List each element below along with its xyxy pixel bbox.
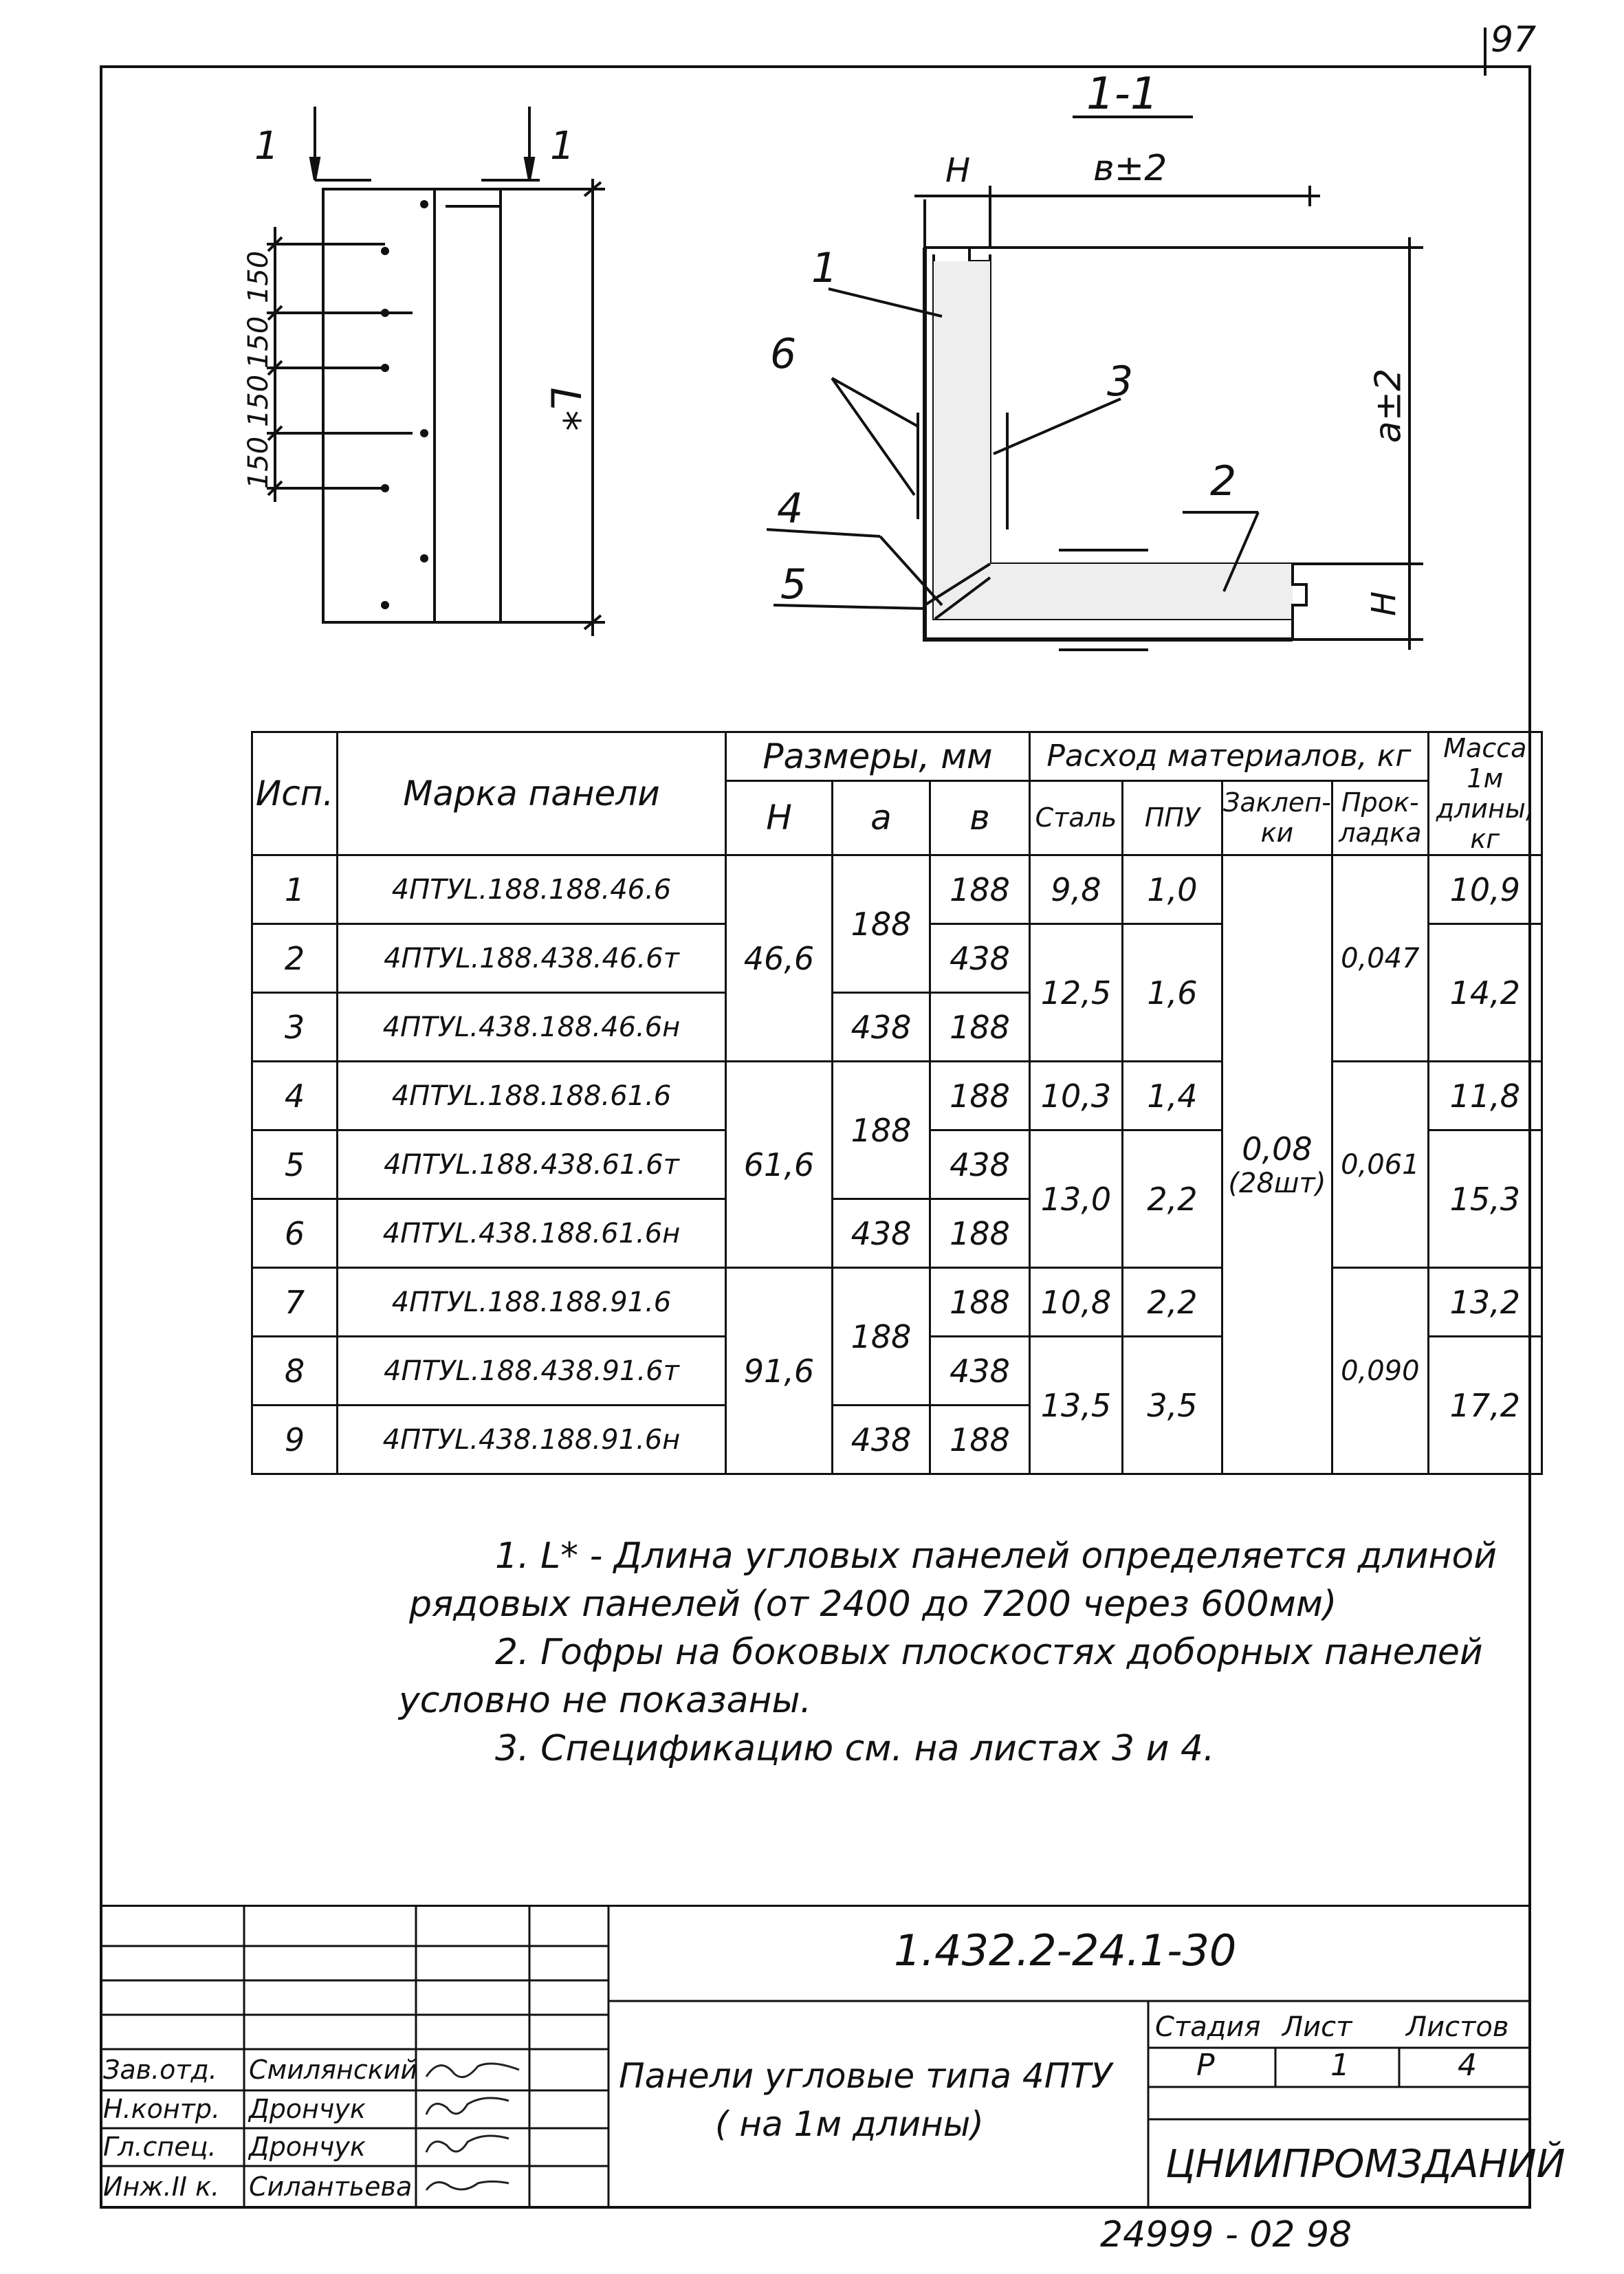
group-a-bottom: 438 xyxy=(833,993,930,1062)
group-h: 61,6 xyxy=(726,1062,833,1268)
group-h: 46,6 xyxy=(726,855,833,1062)
signature-3 xyxy=(426,2182,509,2191)
row-mark: 4ПТУL.438.188.61.6н xyxy=(338,1199,726,1268)
footer-stamp: 24999 - 02 98 xyxy=(1100,2214,1352,2255)
name-0: Смилянский xyxy=(249,2055,418,2085)
group-a-bottom: 438 xyxy=(833,1406,930,1474)
name-3: Силантьева xyxy=(249,2172,413,2202)
group-ppu-2: 2,2 xyxy=(1123,1130,1222,1268)
note-line-5: 3. Спецификацию см. на листах 3 и 4. xyxy=(495,1728,1215,1769)
org-name: ЦНИИПРОМЗДАНИЙ xyxy=(1165,2142,1566,2187)
group-gasket: 0,090 xyxy=(1332,1268,1428,1474)
note-line-4: условно не показаны. xyxy=(399,1680,812,1721)
signature-1 xyxy=(426,2098,509,2114)
group-gasket: 0,047 xyxy=(1332,855,1428,1062)
signature-2 xyxy=(426,2136,509,2152)
row-b: 188 xyxy=(930,855,1030,924)
group-mass-2: 15,3 xyxy=(1428,1130,1541,1268)
note-line-2: рядовых панелей (от 2400 до 7200 через 600мм) xyxy=(409,1584,1337,1625)
group-a-top: 188 xyxy=(833,1062,930,1199)
plan-spacing-3: 150 xyxy=(243,374,275,428)
stage-value: Р xyxy=(1196,2048,1215,2083)
group-ppu-2: 3,5 xyxy=(1123,1337,1222,1474)
group-steel-2: 13,0 xyxy=(1030,1130,1123,1268)
th-sizes: Размеры, мм xyxy=(726,732,1030,781)
row-mark: 4ПТУL.188.438.46.6т xyxy=(338,924,726,993)
row-mark: 4ПТУL.438.188.91.6н xyxy=(338,1406,726,1474)
th-gasket: Прок-ладка xyxy=(1332,780,1428,855)
row-b: 188 xyxy=(930,1199,1030,1268)
row-b: 438 xyxy=(930,1130,1030,1199)
row-number: 2 xyxy=(252,924,338,993)
group-a-bottom: 438 xyxy=(833,1199,930,1268)
plan-cut-label-right: 1 xyxy=(550,124,575,168)
row-b: 188 xyxy=(930,1268,1030,1337)
group-ppu-1: 1,4 xyxy=(1123,1062,1222,1130)
group-ppu-2: 1,6 xyxy=(1123,924,1222,1062)
note-line-3: 2. Гофры на боковых плоскостях доборных панелей xyxy=(495,1632,1483,1673)
plan-spacing-1: 150 xyxy=(243,250,275,304)
row-b: 438 xyxy=(930,924,1030,993)
group-steel-2: 12,5 xyxy=(1030,924,1123,1062)
rivets-value: 0,08 xyxy=(1242,1130,1313,1168)
row-b: 188 xyxy=(930,993,1030,1062)
group-steel-1: 9,8 xyxy=(1030,855,1123,924)
row-number: 5 xyxy=(252,1130,338,1199)
group-a-top: 188 xyxy=(833,855,930,993)
doc-title-line-1: Панели угловые типа 4ПТУ xyxy=(619,2056,1112,2096)
callout-3: 3 xyxy=(1107,358,1134,406)
plan-cut-label-left: 1 xyxy=(254,124,279,168)
plan-length-label: L* xyxy=(540,387,589,431)
role-2: Гл.спец. xyxy=(103,2132,217,2162)
group-ppu-1: 1,0 xyxy=(1123,855,1222,924)
group-ppu-1: 2,2 xyxy=(1123,1268,1222,1337)
row-number: 4 xyxy=(252,1062,338,1130)
th-consumption: Расход материалов, кг xyxy=(1030,732,1429,781)
role-0: Зав.отд. xyxy=(103,2055,217,2085)
doc-title-line-2: ( на 1м длины) xyxy=(715,2104,984,2144)
page-corner-number: 97 xyxy=(1491,19,1537,61)
row-mark: 4ПТУL.188.188.91.6 xyxy=(338,1268,726,1337)
th-ppu: ППУ xyxy=(1123,780,1222,855)
row-number: 8 xyxy=(252,1337,338,1406)
callout-2: 2 xyxy=(1210,457,1237,505)
note-line-1: 1. L* - Длина угловых панелей определяется длиной xyxy=(495,1535,1497,1577)
th-mark: Марка панели xyxy=(338,732,726,855)
callout-6: 6 xyxy=(770,330,797,378)
signature-0 xyxy=(426,2064,519,2077)
group-steel-1: 10,8 xyxy=(1030,1268,1123,1337)
group-h: 91,6 xyxy=(726,1268,833,1474)
callout-4: 4 xyxy=(777,485,804,533)
group-mass-2: 17,2 xyxy=(1428,1337,1541,1474)
sheet-label: Лист xyxy=(1282,2011,1352,2043)
th-a: а xyxy=(833,780,930,855)
row-number: 7 xyxy=(252,1268,338,1337)
th-b: в xyxy=(930,780,1030,855)
row-number: 6 xyxy=(252,1199,338,1268)
th-isp: Исп. xyxy=(252,732,338,855)
group-steel-1: 10,3 xyxy=(1030,1062,1123,1130)
sheets-value: 4 xyxy=(1458,2048,1477,2083)
th-steel: Сталь xyxy=(1030,780,1123,855)
row-mark: 4ПТУL.188.188.46.6 xyxy=(338,855,726,924)
group-mass-2: 14,2 xyxy=(1428,924,1541,1062)
row-number: 1 xyxy=(252,855,338,924)
doc-code: 1.432.2-24.1-30 xyxy=(894,1925,1237,1976)
stage-label: Стадия xyxy=(1155,2011,1261,2043)
row-b: 438 xyxy=(930,1337,1030,1406)
plan-spacing-4: 150 xyxy=(243,436,275,490)
sheet-value: 1 xyxy=(1330,2048,1350,2083)
name-1: Дрончук xyxy=(249,2094,366,2124)
group-gasket: 0,061 xyxy=(1332,1062,1428,1268)
section-dim-a: а±2 xyxy=(1368,368,1409,444)
role-1: Н.контр. xyxy=(103,2094,221,2124)
row-mark: 4ПТУL.188.438.61.6т xyxy=(338,1130,726,1199)
section-dim-h-top: H xyxy=(945,151,971,190)
section-dim-h-right: H xyxy=(1365,591,1404,617)
callout-1: 1 xyxy=(811,244,838,292)
name-2: Дрончук xyxy=(249,2132,366,2162)
rivets-count: (28шт) xyxy=(1228,1167,1326,1199)
section-title: 1-1 xyxy=(1086,69,1159,120)
row-b: 188 xyxy=(930,1062,1030,1130)
th-rivets: Заклеп-ки xyxy=(1222,780,1332,855)
group-steel-2: 13,5 xyxy=(1030,1337,1123,1474)
plan-spacing-2: 150 xyxy=(243,316,275,369)
group-mass-1: 13,2 xyxy=(1428,1268,1541,1337)
callout-5: 5 xyxy=(780,560,807,609)
role-3: Инж.II к. xyxy=(103,2172,220,2202)
row-mark: 4ПТУL.188.438.91.6т xyxy=(338,1337,726,1406)
group-mass-1: 10,9 xyxy=(1428,855,1541,924)
th-h: H xyxy=(726,780,833,855)
row-mark: 4ПТУL.188.188.61.6 xyxy=(338,1062,726,1130)
row-mark: 4ПТУL.438.188.46.6н xyxy=(338,993,726,1062)
row-number: 9 xyxy=(252,1406,338,1474)
row-b: 188 xyxy=(930,1406,1030,1474)
group-a-top: 188 xyxy=(833,1268,930,1406)
row-number: 3 xyxy=(252,993,338,1062)
sheets-label: Листов xyxy=(1406,2011,1509,2043)
th-mass: Масса 1м длины, кг xyxy=(1428,732,1541,855)
group-mass-1: 11,8 xyxy=(1428,1062,1541,1130)
section-dim-b: в±2 xyxy=(1093,148,1167,189)
